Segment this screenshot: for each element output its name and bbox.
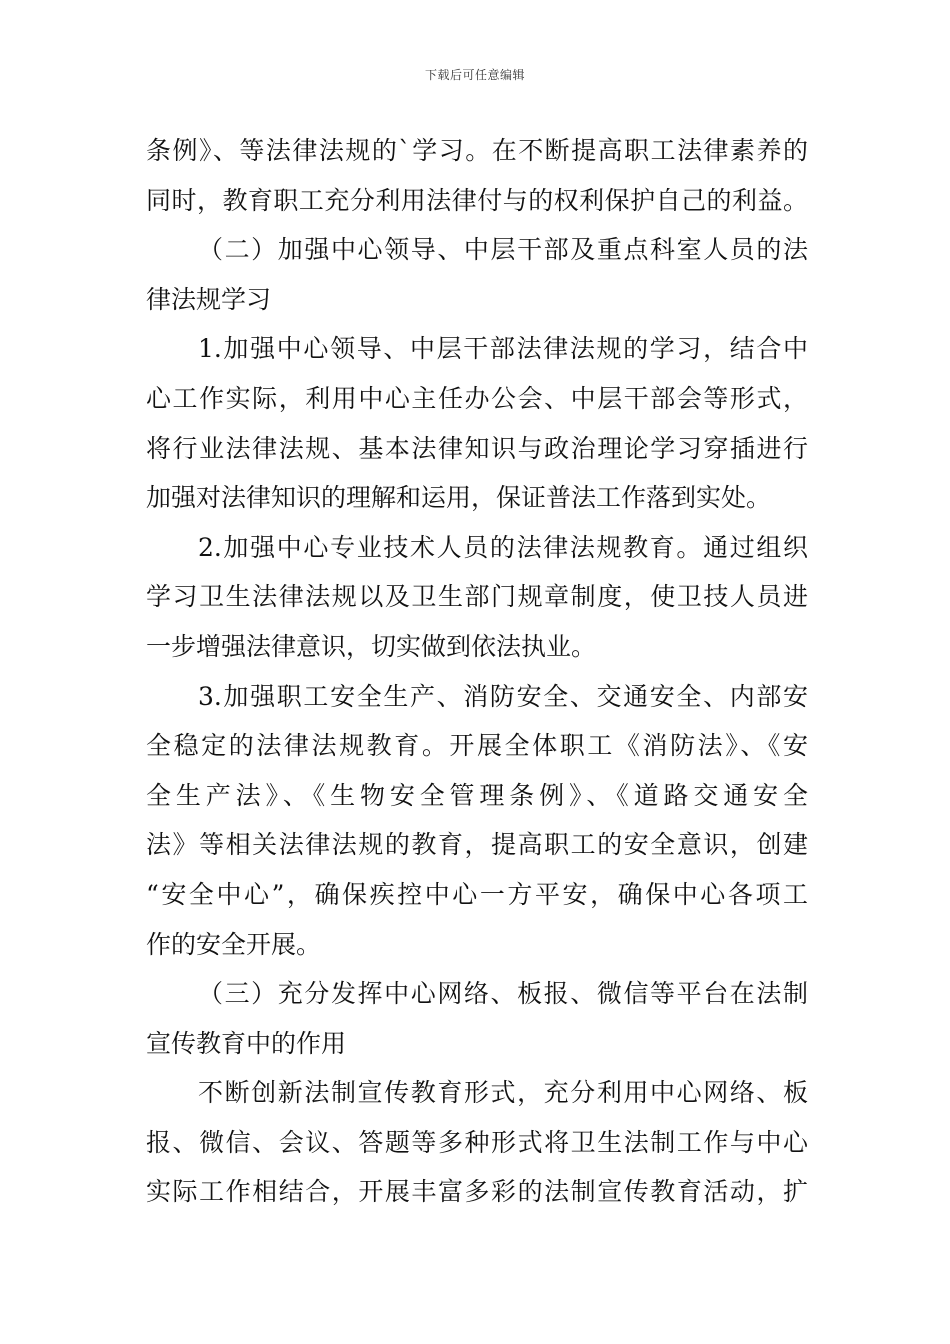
section-heading-line: 宣传教育中的作用: [146, 1028, 347, 1058]
body-line: 不断创新法制宣传教育形式，充分利用中心网络、板: [198, 1078, 808, 1108]
body-line: 条例》、等法律法规的`学习。在不断提高职工法律素养的: [146, 136, 808, 165]
body-line: “安全中心”，确保疾控中心一方平安，确保中心各项工: [146, 879, 808, 909]
body-line: 加强对法律知识的理解和运用，保证普法工作落到实处。: [146, 483, 772, 513]
body-line: 法》等相关法律法规的教育，提高职工的安全意识，创建: [146, 830, 808, 860]
body-line: 全生产法》、《生物安全管理条例》、《道路交通安全: [146, 780, 808, 810]
body-line: 2.加强中心专业技术人员的法律法规教育。通过组织: [198, 532, 808, 562]
body-line: 报、微信、会议、答题等多种形式将卫生法制工作与中心: [146, 1127, 808, 1157]
body-line: 作的安全开展。: [146, 929, 322, 959]
body-line: 学习卫生法律法规以及卫生部门规章制度，使卫技人员进: [146, 582, 808, 612]
body-line: 同时，教育职工充分利用法律付与的权利保护自己的利益。: [146, 185, 808, 215]
body-line: 心工作实际，利用中心主任办公会、中层干部会等形式，: [146, 383, 808, 413]
body-line: 一步增强法律意识，切实做到依法执业。: [146, 631, 597, 661]
section-heading-line: （三）充分发挥中心网络、板报、微信等平台在法制: [198, 979, 808, 1009]
section-heading-line: 律法规学习: [146, 284, 272, 314]
body-text: [146, 126, 808, 1217]
body-line: 3.加强职工安全生产、消防安全、交通安全、内部安: [198, 681, 808, 711]
header-note: 下载后可任意编辑: [424, 68, 525, 82]
body-line: 全稳定的法律法规教育。开展全体职工《消防法》、《安: [146, 731, 808, 761]
body-line: 1.加强中心领导、中层干部法律法规的学习，结合中: [198, 334, 808, 364]
section-heading-line: （二）加强中心领导、中层干部及重点科室人员的法: [198, 235, 808, 265]
body-line: 将行业法律法规、基本法律知识与政治理论学习穿插进行: [146, 433, 808, 463]
body-line: 实际工作相结合，开展丰富多彩的法制宣传教育活动，扩: [146, 1177, 808, 1207]
